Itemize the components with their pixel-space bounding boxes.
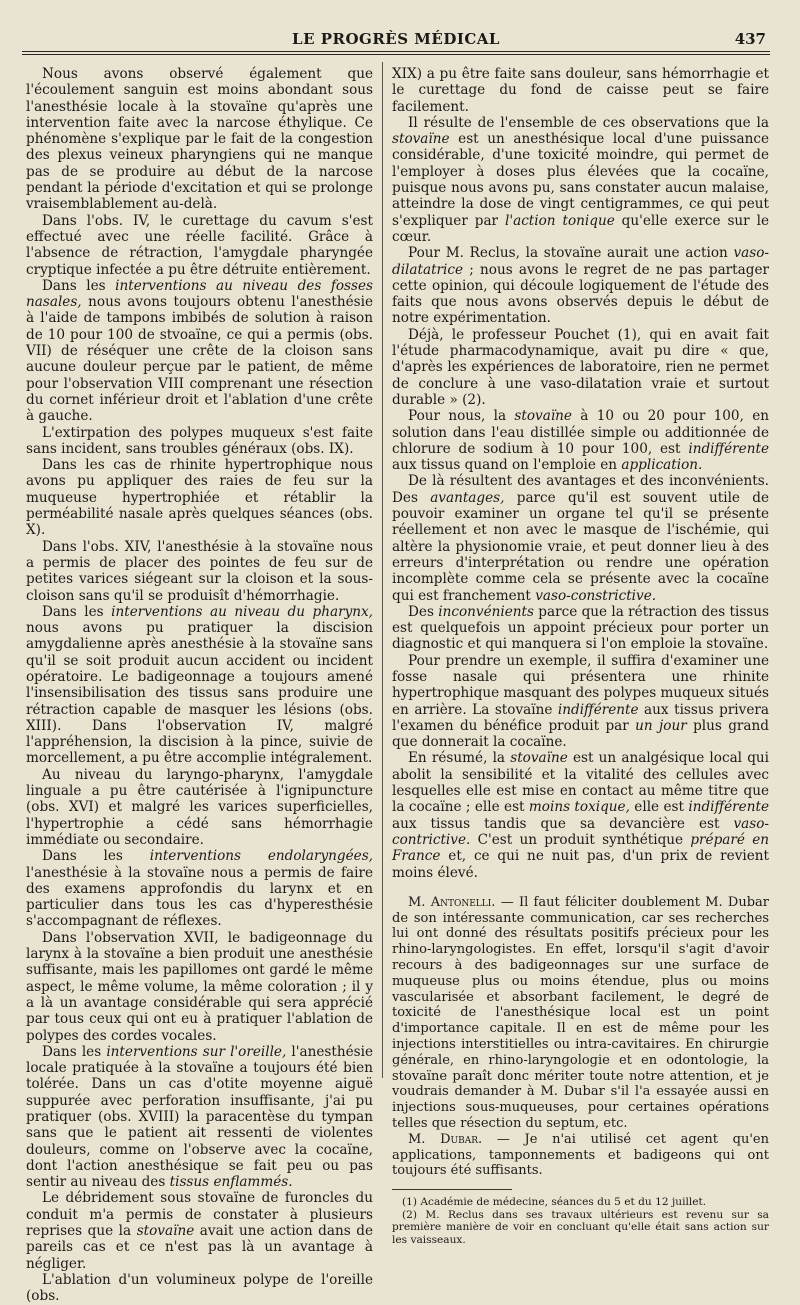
- spacer: [392, 881, 769, 895]
- footnote-rule: [392, 1189, 512, 1190]
- paragraph: Des inconvénients parce que la rétraction des tissus est quelquefois un appoint précieux pour porter un diagnostic et qui manquera si l'on emploie la stovaïne.: [392, 603, 770, 653]
- paragraph: Dans les cas de rhinite hypertrophique nous avons pu appliquer des raies de feu sur la muqueuse hypertrophiée et rétablir la perméabilité nasale après quelques séances (obs. X).: [26, 457, 373, 539]
- discussion: [392, 895, 769, 1179]
- paragraph: L'extirpation des polypes muqueux s'est faite sans incident, sans troubles généraux (obs. IX).: [26, 424, 373, 457]
- paragraph: Dans les interventions au niveau des fosses nasales, nous avons toujours obtenu l'anesthésie à l'aide de tampons imbibés de solution à raison de 10 pour 100 de stvoaïne, ce qui a permis (obs. VII) de réséquer une crête de la cloison sans aucune douleur perçue par le patient, de même pour l'observation VIII comprenant une résection du cornet inférieur droit et l'ablation d'une crête à gauche.: [26, 277, 374, 425]
- paragraph: Pour M. Reclus, la stovaïne aurait une action vaso-dilatatrice ; nous avons le regret de ne pas partager cette opinion, qui découle logiquement de l'étude des faits que nous avons observés depuis le début de notre expérimentation.: [392, 245, 769, 327]
- paragraph: En résumé, la stovaïne est un analgésique local qui abolit la sensibilité et la vitalité des cellules avec lesquelles elle est mise en contact au même titre que la cocaïne ; elle est moins toxique, elle est indifférente aux tissus tandis que sa devancière est vaso-contrictive. C'est un produit synthétique préparé en France et, ce qui ne nuit pas, d'un prix de revient moins élevé.: [392, 750, 770, 881]
- left-column: [26, 66, 373, 1305]
- paragraph: Pour nous, la stovaïne à 10 ou 20 pour 100, en solution dans l'eau distillée simple ou additionnée de chlorure de sodium à 10 pour 100, est indifférente aux tissus quand on l'emploie en application.: [392, 408, 769, 474]
- discussion-remark: M. Antonelli. — Il faut féliciter doublement M. Dubar de son intéressante communication, car ses recherches lui ont donné des résultats positifs précieux pour les rhino-laryngologistes. En effet, lorsqu'il s'agit d'avoir recours à des badigeonnages sur une surface de muqueuse plus ou moins étendue, plus ou moins vascularisée et absorbant facilement, le degré de toxicité de l'anesthésique local est un point d'importance capitale. Il en est de même pour les injections interstitielles ou intra-cavitaires. En chirurgie générale, en rhino-laryngologie et en odontologie, la stovaïne paraît donc mériter toute notre attention, et je voudrais demander à M. Dubar s'il l'a essayée aussi en injections sous-muqueuses, pour certaines opérations telles que résection du septum, etc.: [392, 894, 770, 1131]
- paragraph: Dans les interventions au niveau du pharynx, nous avons pu pratiquer la discision amygdalienne après anesthésie à la stovaïne sans qu'il se soit produit aucun accident ou incident opératoire. Le badigeonnage a toujours amené l'insensibilisation des tissus sans produire une rétraction capable de masquer les lésions (obs. XIII). Dans l'observation IV, malgré l'appréhension, la discision à la pince, suivie de morcellement, a pu être accomplie intégralement.: [26, 603, 373, 767]
- running-title: LE PROGRÈS MÉDICAL: [292, 30, 500, 48]
- paragraph: L'ablation d'un volumineux polype de l'oreille (obs.: [26, 1271, 373, 1305]
- paragraph: Déjà, le professeur Pouchet (1), qui en avait fait l'étude pharmacodynamique, avait pu dire « que, d'après les expériences de laboratoire, rien ne permet de conclure à une vaso-dilatation vraie et surtout durable » (2).: [392, 326, 769, 408]
- footnotes: [392, 1196, 769, 1246]
- paragraph: XIX) a pu être faite sans douleur, sans hémorrhagie et le curettage du fond de caisse peut se faire facilement.: [392, 66, 769, 115]
- paragraph: Il résulte de l'ensemble de ces observations que la stovaïne est un anesthésique local d'une puissance considérable, d'une toxicité moindre, qui permet de l'employer à doses plus élevées que la cocaïne, puisque nous avons pu, sans constater aucun malaise, atteindre la dose de vingt centigrammes, ce qui peut s'expliquer par l'action tonique qu'elle exerce sur le cœur.: [392, 114, 770, 245]
- footnote: (2) M. Reclus dans ses travaux ultérieurs est revenu sur sa première manière de voir en concluant qu'elle était sans action sur les vaisseaux.: [392, 1208, 769, 1246]
- paragraph: Nous avons observé également que l'écoulement sanguin est moins abondant sous l'anesthésie locale à la stovaïne qu'après une intervention faite avec la narcose éthylique. Ce phénomène s'explique par le fait de la congestion des plexus veineux pharyngiens qui ne manque pas de se produire au début de la narcose pendant la période d'excitation et qui se prolonge vraisemblablement au-delà.: [26, 66, 373, 213]
- paragraph: Au niveau du laryngo-pharynx, l'amygdale linguale a pu être cautérisée à l'ignipuncture (obs. XVI) et malgré les varices superficielles, l'hypertrophie a cédé sans hémorrhagie immédiate ou secondaire.: [26, 766, 373, 848]
- speaker-name: M. Dubar.: [408, 1131, 483, 1147]
- footnote: (1) Académie de médecine, séances du 5 et du 12 juillet.: [402, 1196, 707, 1209]
- speaker-name: M. Antonelli.: [408, 894, 496, 910]
- paragraph: Dans l'obs. IV, le curettage du cavum s'est effectué avec une réelle facilité. Grâce à l'absence de rétraction, l'amygdale pharyngée cryptique infectée a pu être détruite entièrement.: [26, 212, 373, 278]
- page-header: [22, 28, 770, 50]
- column-divider: [382, 62, 383, 1078]
- paragraph: Pour prendre un exemple, il suffira d'examiner une fosse nasale qui présentera une rhinite hypertrophique masquant des polypes muqueux situés en arrière. La stovaïne indifférente aux tissus privera l'examen du bénéfice produit par un jour plus grand que donnerait la cocaïne.: [392, 652, 769, 751]
- discussion-remark: M. Dubar. — Je n'ai utilisé cet agent qu'en applications, tamponnements et badigeons qui ont toujours été suffisants.: [392, 1131, 769, 1179]
- paragraph: Dans l'observation XVII, le badigeonnage du larynx à la stovaïne a bien produit une anesthésie suffisante, mais les papillomes ont gardé le même aspect, le même volume, la même coloration ; il y a là un avantage considérable qui sera apprécié par tous ceux qui ont eu à pratiquer l'ablation de polypes des cordes vocales.: [26, 929, 373, 1044]
- paragraph: De là résultent des avantages et des inconvénients. Des avantages, parce qu'il est souvent utile de pouvoir examiner un organe tel qu'il se présente réellement et non avec le masque de l'ischémie, qui altère la physionomie vraie, et peut donner lieu à des erreurs d'interprétation ou rendre une opération incomplète comme cela se présente avec la cocaïne qui est franchement vaso-constrictive.: [392, 473, 769, 604]
- right-column: [392, 66, 769, 1247]
- header-rule-double: [22, 54, 770, 55]
- paragraph: Dans l'obs. XIV, l'anesthésie à la stovaïne nous a permis de placer des pointes de feu sur de petites varices siégeant sur la cloison et la sous-cloison sans qu'il se produisît d'hémorrhagie.: [26, 538, 373, 604]
- page-number: 437: [734, 30, 766, 48]
- paragraph: Dans les interventions endolaryngées, l'anesthésie à la stovaïne nous a permis de faire des examens approfondis du larynx et en particulier dans tous les cas d'hyperesthésie s'accompagnant de réflexes.: [26, 848, 373, 930]
- header-rule: [22, 51, 770, 52]
- paragraph: Dans les interventions sur l'oreille, l'anesthésie locale pratiquée à la stovaïne a toujours été bien tolérée. Dans un cas d'otite moyenne aiguë suppurée avec perforation insuffisante, j'ai pu pratiquer (obs. XVIII) la paracentèse du tympan sans que le patient ait ressenti de violentes douleurs, comme on l'observe avec la cocaïne, dont l'action anesthésique se fait peu ou pas sentir au niveau des tissus enflammés.: [26, 1043, 374, 1191]
- paragraph: Le débridement sous stovaïne de furoncles du conduit m'a permis de constater à plusieurs reprises que la stovaïne avait une action dans de pareils cas et ce n'est pas là un avantage à négliger.: [26, 1190, 373, 1272]
